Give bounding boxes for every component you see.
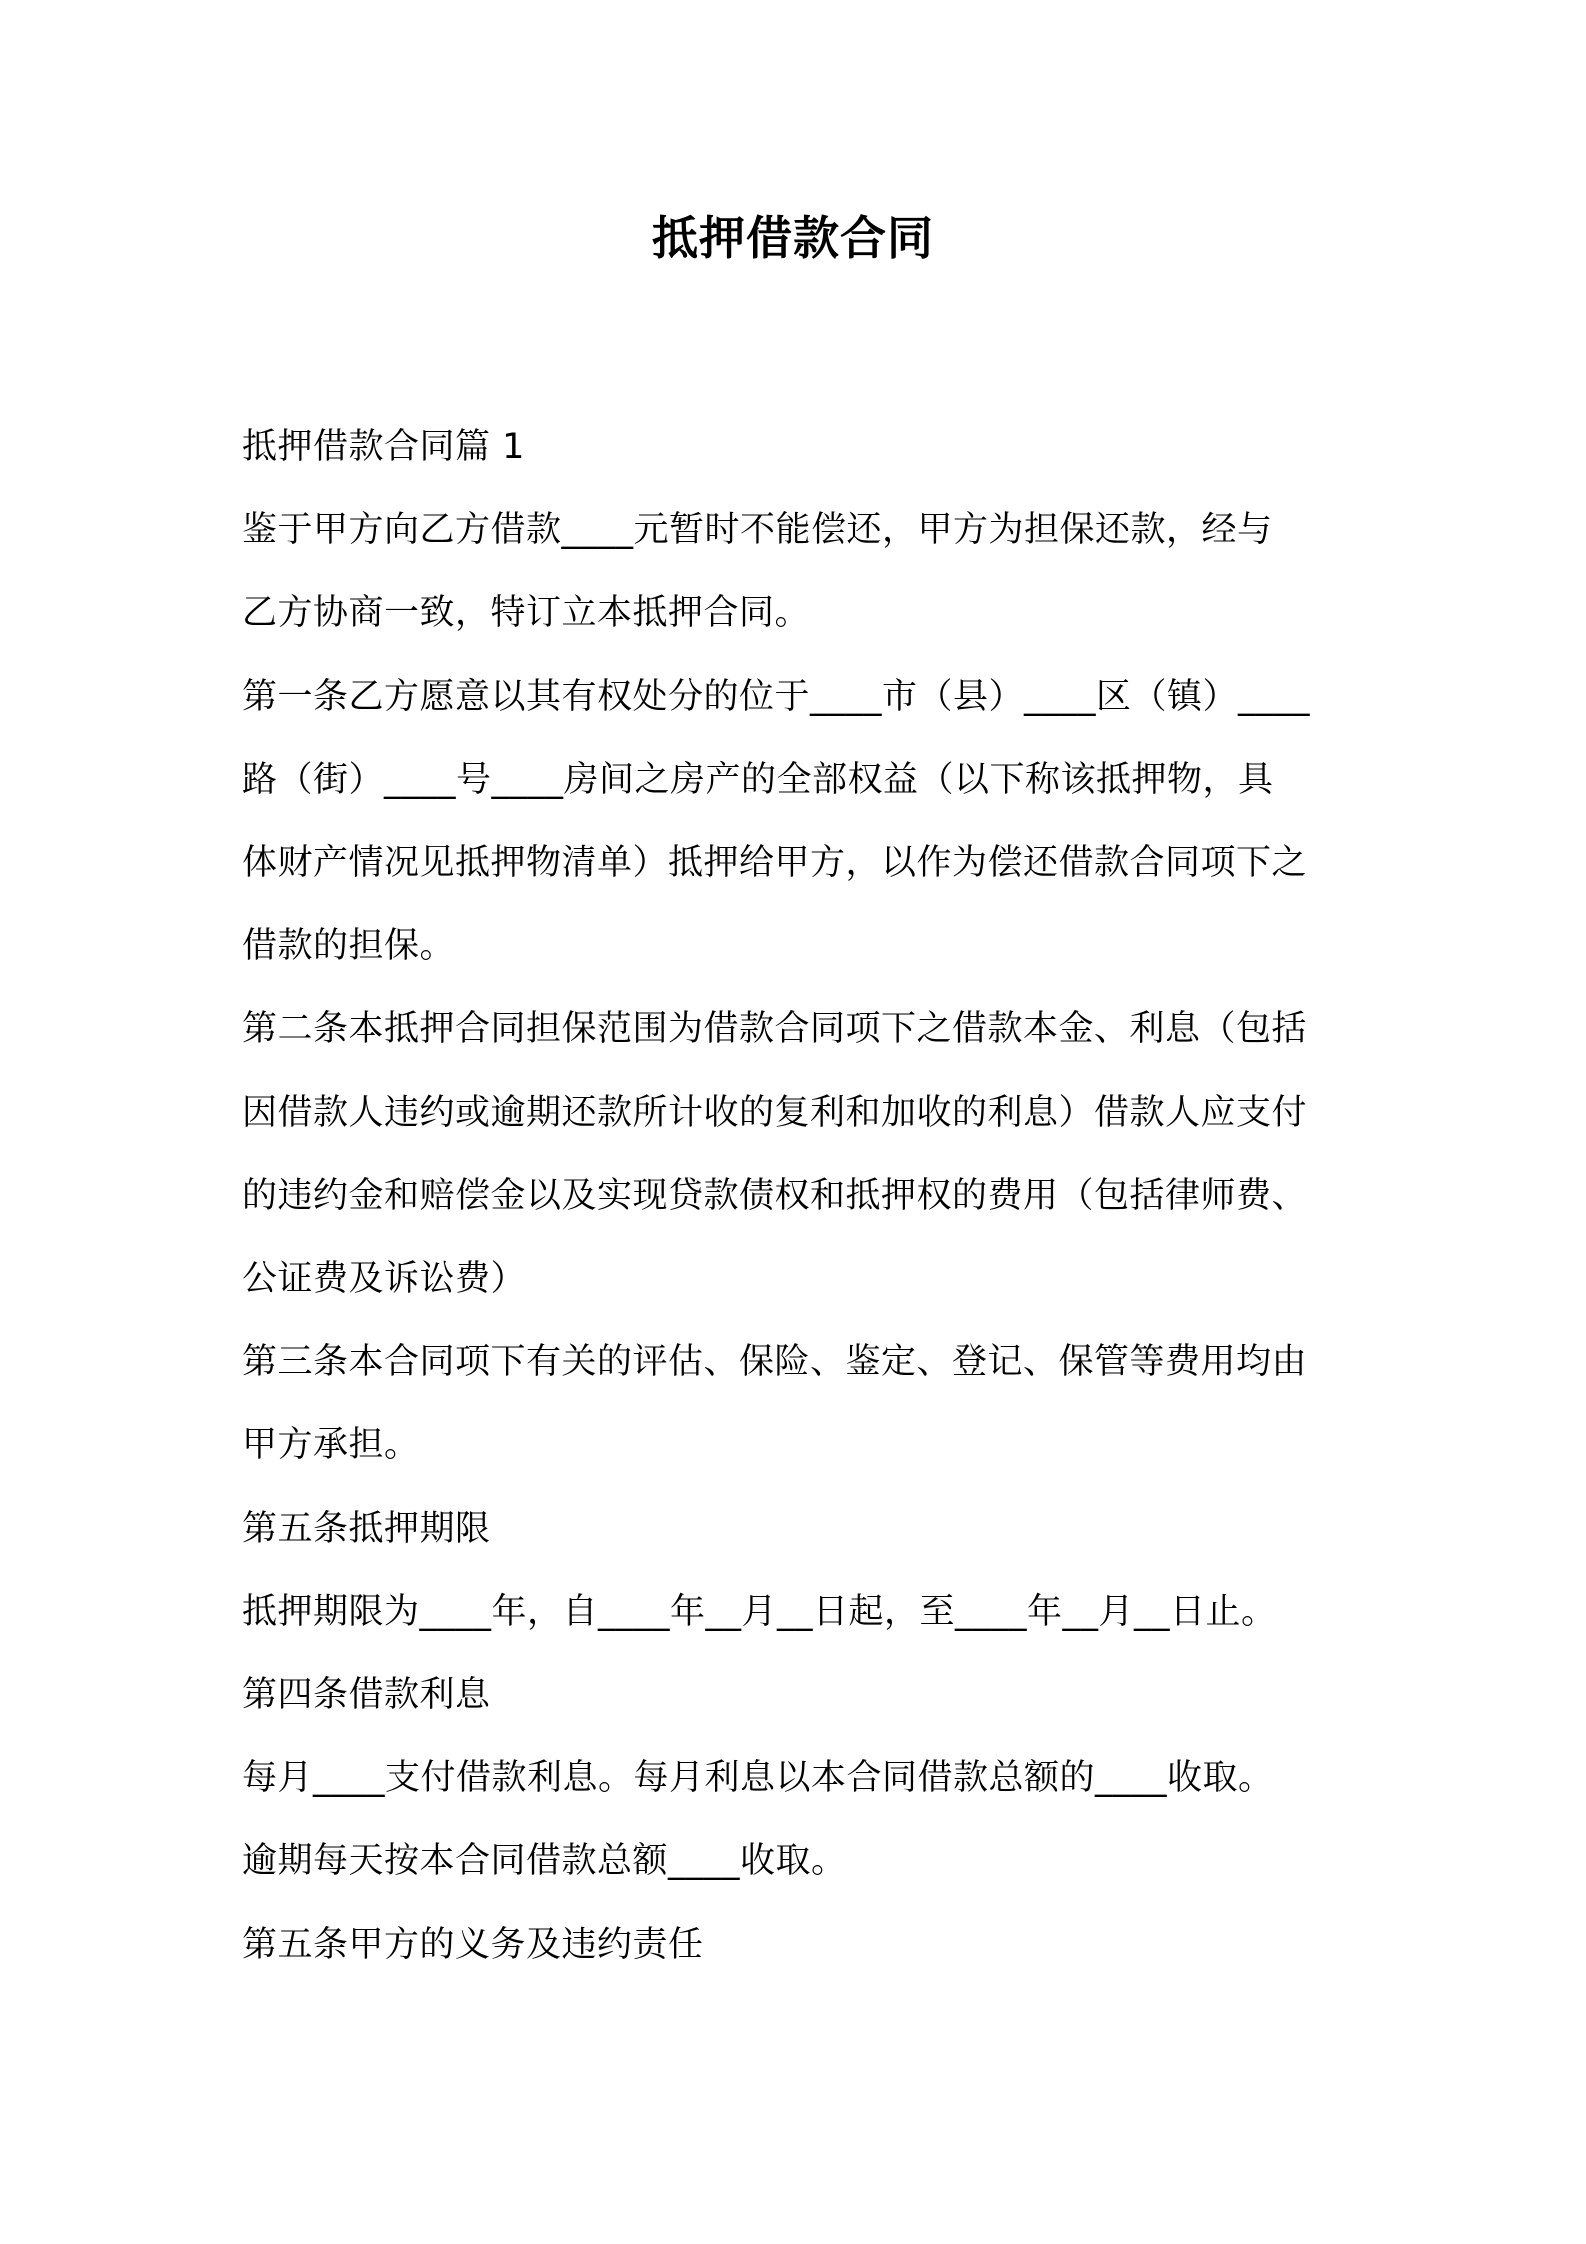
body-line: 公证费及诉讼费）: [242, 1259, 527, 1300]
body-line: 鉴于甲方向乙方借款____元暂时不能偿还，甲方为担保还款，经与: [242, 510, 1273, 551]
body-line: 因借款人违约或逾期还款所计收的复利和加收的利息）借款人应支付: [242, 1092, 1308, 1133]
document-title: 抵押借款合同: [652, 211, 934, 265]
body-line: 乙方协商一致，特订立本抵押合同。: [242, 593, 811, 634]
body-line: 借款的担保。: [242, 926, 456, 967]
body-line: 第一条乙方愿意以其有权处分的位于____市（县）____区（镇）____: [242, 676, 1311, 717]
body-line: 甲方承担。: [242, 1425, 420, 1466]
article-heading: 第五条甲方的义务及违约责任: [242, 1924, 704, 1965]
body-line: 每月____支付借款利息。每月利息以本合同借款总额的____收取。: [242, 1758, 1274, 1799]
article-heading: 第五条抵押期限: [242, 1508, 491, 1549]
body-line: 路（街）____号____房间之房产的全部权益（以下称该抵押物，具: [242, 759, 1274, 800]
body-line: 抵押期限为____年，自____年__月__日起，至____年__月__日止。: [242, 1591, 1277, 1632]
document-body: [242, 406, 1366, 1987]
body-line: 第二条本抵押合同担保范围为借款合同项下之借款本金、利息（包括: [242, 1009, 1308, 1050]
body-line: 逾期每天按本合同借款总额____收取。: [242, 1841, 847, 1882]
body-line: 体财产情况见抵押物清单）抵押给甲方，以作为偿还借款合同项下之: [242, 843, 1308, 884]
body-line: 第三条本合同项下有关的评估、保险、鉴定、登记、保管等费用均由: [242, 1342, 1308, 1383]
section-heading: 抵押借款合同篇 1: [242, 427, 525, 467]
body-line: 的违约金和赔偿金以及实现贷款债权和抵押权的费用（包括律师费、: [242, 1175, 1308, 1216]
article-heading: 第四条借款利息: [242, 1675, 491, 1716]
